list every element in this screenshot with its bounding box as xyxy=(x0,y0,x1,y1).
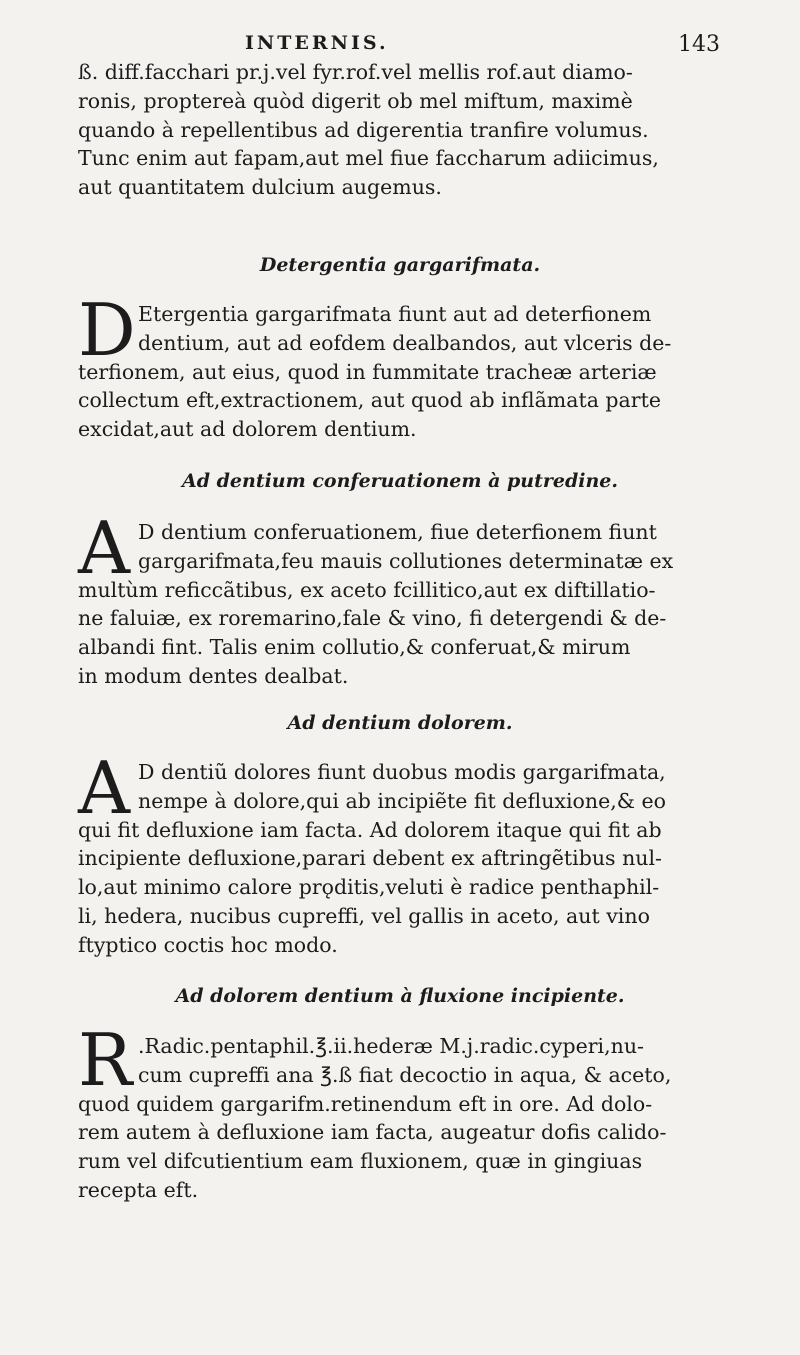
text-line: recepta eft. xyxy=(78,1177,199,1202)
text-line: cum cupreffi ana ℥.ß fiat decoctio in aqua, & aceto, xyxy=(138,1062,672,1087)
text-line: lo,aut minimo calore prǫditis,veluti è radice penthaphil- xyxy=(78,875,660,900)
text-line: incipiente defluxione,parari debent ex aftringẽtibus nul- xyxy=(78,846,662,871)
text-line: D dentium conferuationem, fiue deterfionem fiunt xyxy=(138,520,657,544)
text-line: ftyptico coctis hoc modo. xyxy=(78,932,338,957)
paragraph-toothache xyxy=(78,758,728,960)
text-line: multùm reficcãtibus, ex aceto fcillitico,aut ex diftillatio- xyxy=(78,577,656,602)
text-line: nempe à dolore,qui ab incipiẽte fit defluxione,& eo xyxy=(138,788,666,813)
text-line: in modum dentes dealbat. xyxy=(78,663,349,688)
text-line: D dentiũ dolores fiunt duobus modis gargarifmata, xyxy=(138,760,666,784)
paragraph-intro xyxy=(78,58,728,202)
drop-cap: A xyxy=(78,506,130,590)
section-heading: Ad dentium dolorem. xyxy=(287,712,513,734)
drop-cap: A xyxy=(78,746,130,830)
text-line: rum vel difcutientium eam fluxionem, quæ in gingiuas xyxy=(78,1149,643,1174)
text-line: ß. diff.facchari pr.j.vel fyr.rof.vel mellis rof.aut diamo- xyxy=(78,60,633,84)
section-heading: Ad dolorem dentium à fluxione incipiente. xyxy=(175,985,625,1007)
text-line: quando à repellentibus ad digerentia tranfire volumus. xyxy=(78,117,649,142)
text-line: li, hedera, nucibus cupreffi, vel gallis in aceto, aut vino xyxy=(78,903,650,928)
text-line: collectum eft,extractionem, aut quod ab inflãmata parte xyxy=(78,388,661,413)
text-line: Etergentia gargarifmata fiunt aut ad deterfionem xyxy=(138,302,652,326)
text-line: rem autem à defluxione iam facta, augeatur dofis calido- xyxy=(78,1120,667,1145)
text-line: ronis, proptereà quòd digerit ob mel miftum, maximè xyxy=(78,88,633,113)
text-line: quod quidem gargarifm.retinendum eft in ore. Ad dolo- xyxy=(78,1091,653,1116)
text-line: Tunc enim aut fapam,aut mel fiue faccharum adiicimus, xyxy=(78,146,659,171)
drop-cap: D xyxy=(78,288,136,372)
running-head: INTERNIS. xyxy=(245,32,389,54)
text-line: terfionem, aut eius, quod in fummitate tracheæ arteriæ xyxy=(78,359,657,384)
text-line: dentium, aut ad eofdem dealbandos, aut vlceris de- xyxy=(138,330,672,355)
text-line: aut quantitatem dulcium augemus. xyxy=(78,175,442,200)
section-heading: Ad dentium conferuationem à putredine. xyxy=(181,470,619,492)
text-line: ne faluiæ, ex roremarino,fale & vino, fi detergendi & de- xyxy=(78,606,667,631)
section-heading: Detergentia gargarifmata. xyxy=(259,254,541,276)
text-line: .Radic.pentaphil.℥.ii.hederæ M.j.radic.cyperi,nu- xyxy=(138,1034,644,1058)
text-line: excidat,aut ad dolorem dentium. xyxy=(78,417,417,442)
page-header xyxy=(0,22,800,62)
text-line: albandi fint. Talis enim collutio,& conferuat,& mirum xyxy=(78,635,631,660)
text-line: qui fit defluxione iam facta. Ad dolorem itaque qui fit ab xyxy=(78,817,662,842)
paragraph-detergentia xyxy=(78,300,728,444)
text-line: gargarifmata,feu mauis collutiones determinatæ ex xyxy=(138,548,674,573)
page-number: 143 xyxy=(678,32,720,57)
paragraph-recipe xyxy=(78,1032,728,1205)
drop-cap: R xyxy=(78,1018,133,1102)
paragraph-conservation xyxy=(78,518,728,691)
